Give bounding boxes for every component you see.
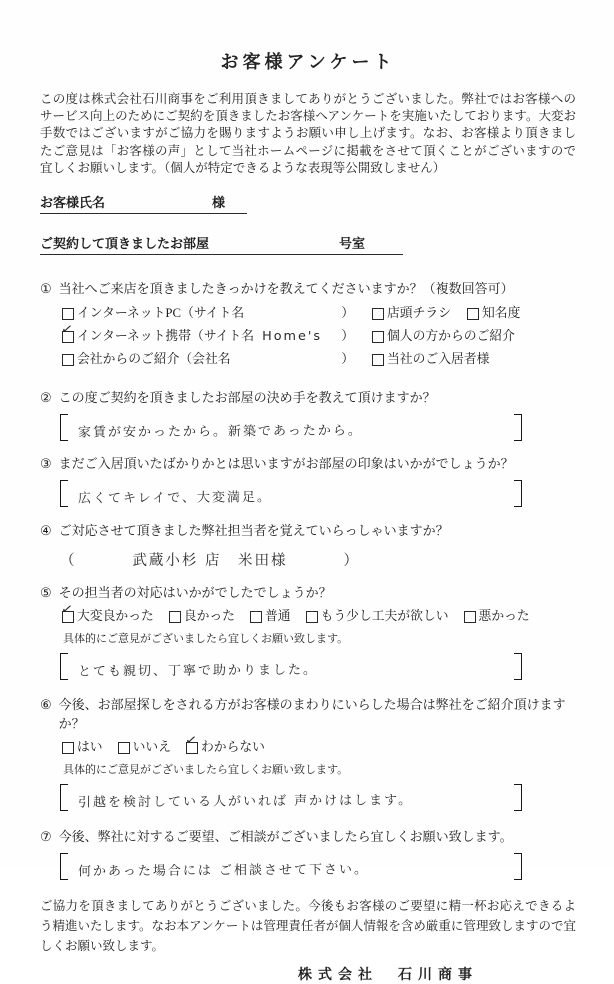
question-6-text: ⑥ 今後、お部屋探しをされる方がお客様のまわりにいらした場合は弊社をご紹介頂けますか？ [40,697,566,732]
option-internet-pc [62,305,354,322]
question-5-options [59,600,576,625]
option-bad [464,608,530,625]
checkbox-personal-referral [372,331,384,343]
checkbox-normal [250,611,262,623]
question-5-number: ⑤ [40,585,52,601]
answer-bracket-left [60,653,68,680]
option-label: インターネット携帯（サイト名 [77,329,255,344]
option-row [62,305,576,322]
option-not-sure [183,731,265,756]
option-name-recognition [467,305,520,322]
option-label: 知名度 [481,306,521,321]
option-label: インターネットPC（サイト名 [77,306,245,321]
q5-answer [60,653,522,680]
page-title: お客様アンケート [220,52,396,72]
option-close-paren: ） [341,306,354,321]
option-label: 個人の方からのご紹介 [387,329,515,344]
question-6-number: ⑥ [40,697,52,713]
answer-bracket-left [60,853,68,880]
answer-bracket-right [514,784,522,811]
question-2-text: ② この度ご契約を頂きましたお部屋の決め手を教えて頂けますか？ [40,390,436,406]
question-4 [40,521,576,570]
option-close-paren: ） [341,329,354,344]
answer-bracket-right [514,414,522,441]
site-name-writein: Home's [262,329,323,345]
option-label: 良かった [183,609,235,624]
option-label: わからない [200,740,265,755]
customer-name-label: お客様氏名 [40,195,106,211]
checkbox-very-good [59,600,77,623]
checkbox-not-sure [183,731,201,754]
question-3-text: ③ まだご入居頂いたばかりかとは思いますがお部屋の印象はいかがでしょうか？ [40,456,514,472]
q7-answer-text: 何かあった場合には ご相談させて下さい。 [77,862,370,880]
checkbox-good [169,611,181,623]
checkbox-company-referral [62,354,74,366]
check-mark-icon: ✓ [59,600,77,619]
option-good [169,608,235,625]
checkbox-internet-mobile [59,320,77,343]
checkbox-needs-improvement [306,611,318,623]
option-company-referral [62,351,354,368]
question-7 [40,827,576,880]
q7-answer [60,853,522,880]
company-name: 株式会社 石川商事 [298,968,478,984]
option-very-good [59,600,154,625]
checkbox-name-recognition [467,308,479,320]
customer-name-field [40,192,247,214]
answer-bracket-left [60,480,68,507]
checkbox-existing-tenant [372,354,384,366]
option-label: はい [77,740,103,755]
contracted-room-label: ご契約して頂きましたお部屋 [40,236,210,252]
check-mark-icon: ✓ [59,320,77,339]
option-label: もう少し工夫が欲しい [320,609,449,624]
question-6 [40,695,576,811]
question-1 [40,279,576,368]
question-2-number: ② [40,390,52,406]
question-3-number: ③ [40,456,52,472]
question-5-text: ⑤ その担当者の対応はいかがでしたでしょうか？ [40,585,332,601]
question-6-options [62,731,576,756]
answer-bracket-right [514,480,522,507]
option-label: 店頭チラシ [387,306,451,321]
contracted-room-suffix: 号室 [338,236,365,252]
checkbox-no [118,742,130,754]
question-4-number: ④ [40,523,52,539]
option-normal [250,608,291,625]
intro-paragraph: この度は株式会社石川商事をご利用頂きましてありがとうございました。弊社ではお客様へのサービス向上のためにご契約を頂きましたお客様へアンケートを実施いたしております。大変お手数ではございますがご協力を賜りますようお願い申し上げます。なお、お客様より頂きましたご意見は「お客様の声」として当社ホームページに掲載をさせて頂くことがございますので宜しくお願いします。（個人が特定できるような表現等公開致しません） [40,92,576,175]
q4-answer-text: 武蔵小杉 店 米田様 [132,553,288,570]
option-row [62,351,576,368]
closing-paragraph: ご協力を頂きましてありがとうございました。今後もお客様のご要望に精一杯お応えできるよう精進いたします。なお本アンケートは管理責任者が個人情報を含め厳重に管理致しますので宜しくお願い致します。 [40,899,576,954]
option-row [59,320,576,345]
option-label: 当社のご入居者様 [387,352,490,367]
checkbox-yes [62,742,74,754]
question-4-text: ④ ご対応させて頂きました弊社担当者を覚えていらっしゃいますか？ [40,523,449,539]
option-personal-referral [372,328,515,345]
option-label: いいえ [132,740,171,755]
question-1-options [59,305,576,368]
option-label: 普通 [264,609,291,624]
answer-bracket-right [514,853,522,880]
answer-paren-close: ） [343,553,360,570]
question-5 [40,583,576,680]
contracted-room-field [40,233,403,255]
answer-bracket-right [514,653,522,680]
option-existing-tenant [372,351,489,368]
q4-answer [60,549,360,570]
check-mark-icon: ✓ [183,731,201,750]
checkbox-internet-pc [62,308,74,320]
answer-bracket-left [60,784,68,811]
customer-name-suffix: 様 [211,195,225,211]
answer-paren-open: （ [60,553,77,570]
q6-note: 具体的にご意見がございましたら宜しくお願い致します。 [63,764,349,777]
option-yes [62,739,103,756]
option-internet-mobile [59,320,354,345]
q2-answer [60,414,522,441]
q2-answer-text: 家賃が安かったから。新築であったから。 [77,423,363,441]
q3-answer [60,480,522,507]
option-needs-improvement [306,608,449,625]
question-1-text: ① 当社へご来店を頂きましたきっかけを教えてくださいますか？（複数回答可） [40,281,514,297]
checkbox-store-flyer [372,308,384,320]
q5-note: 具体的にご意見がございましたら宜しくお願い致します。 [63,633,349,646]
option-label: 大変良かった [77,609,154,624]
question-7-number: ⑦ [40,829,52,845]
question-2 [40,388,576,441]
option-store-flyer [372,305,451,322]
question-7-text: ⑦ 今後、弊社に対するご要望、ご相談がございましたら宜しくお願い致します。 [40,829,513,845]
q6-answer-text: 引越を検討している人がいれば 声かけはします。 [77,793,414,811]
question-3 [40,454,576,507]
q3-answer-text: 広くてキレイで、大変満足。 [77,490,273,507]
q6-answer [60,784,522,811]
option-label: 悪かった [478,609,530,624]
checkbox-bad [464,611,476,623]
answer-bracket-left [60,414,68,441]
option-label: 会社からのご紹介（会社名 [77,352,231,367]
question-1-number: ① [40,281,52,297]
option-close-paren: ） [341,352,354,367]
q5-answer-text: とても親切、丁寧で助かりました。 [77,662,319,680]
option-no [118,739,171,756]
